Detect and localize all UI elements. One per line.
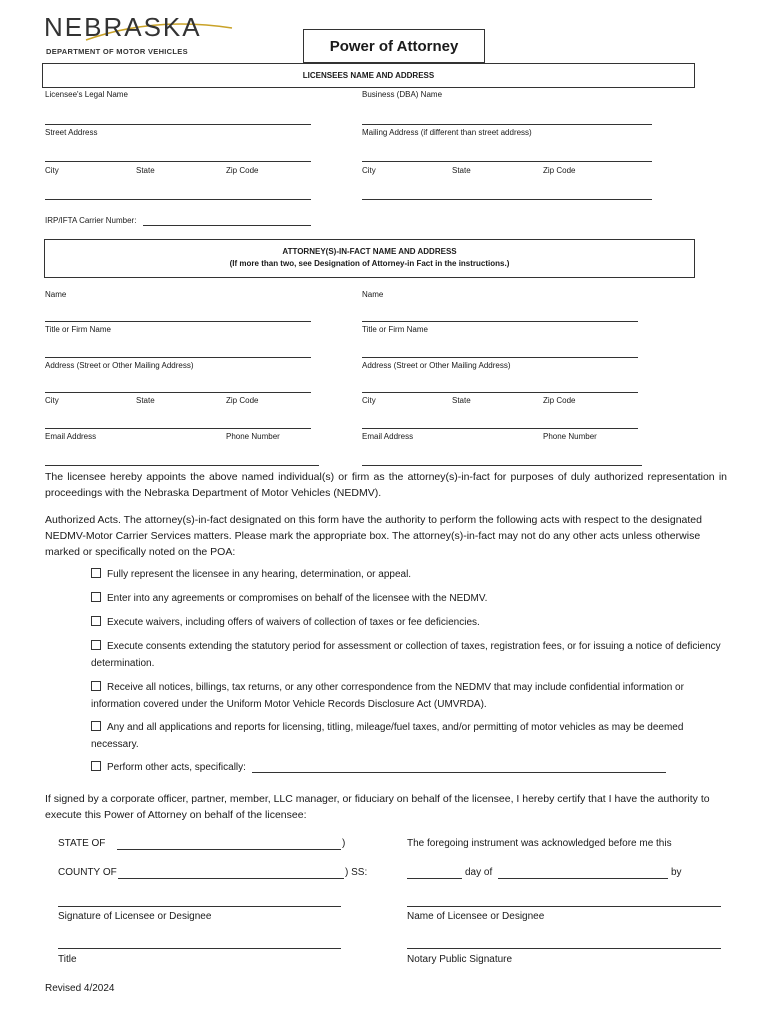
notary-signature-field[interactable] bbox=[407, 948, 721, 949]
state-of-label: STATE OF bbox=[58, 838, 106, 849]
option-agreements bbox=[91, 590, 721, 607]
attorney1-state-label: State bbox=[136, 396, 155, 405]
attorney1-name-field[interactable] bbox=[45, 321, 311, 322]
attorney2-name-field[interactable] bbox=[362, 321, 638, 322]
option-applications bbox=[91, 719, 721, 753]
carrier-number-label: IRP/IFTA Carrier Number: bbox=[45, 216, 137, 225]
option-waivers bbox=[91, 614, 721, 631]
mail-state-label: State bbox=[452, 166, 471, 175]
logo-subtitle: DEPARTMENT OF MOTOR VEHICLES bbox=[46, 47, 188, 56]
mail-zip-label: Zip Code bbox=[543, 166, 576, 175]
licensee-section-header bbox=[42, 63, 695, 88]
county-of-label: COUNTY OF bbox=[58, 867, 117, 878]
attorney2-city-label: City bbox=[362, 396, 376, 405]
street-label: Street Address bbox=[45, 128, 98, 137]
day-field[interactable] bbox=[407, 878, 462, 879]
option-consents bbox=[91, 638, 721, 672]
title-field[interactable] bbox=[58, 948, 341, 949]
option-other-acts bbox=[91, 759, 251, 776]
option-label: Any and all applications and reports for licensing, titling, mileage/fuel taxes, and/or permitting of motor vehicles as may be deemed necessary. bbox=[91, 722, 684, 750]
attorney1-title-label: Title or Firm Name bbox=[45, 325, 111, 334]
attorney2-address-field[interactable] bbox=[362, 392, 638, 393]
by-label: by bbox=[671, 867, 682, 878]
certify-paragraph: If signed by a corporate officer, partner, member, LLC manager, or fiduciary on behalf of the licensee, I hereby certify that I have the authority to execute this Power of Attorney on behalf of the licensee: bbox=[45, 793, 710, 821]
option-checkbox[interactable] bbox=[91, 592, 101, 602]
attorney2-city-field[interactable] bbox=[362, 428, 638, 429]
option-checkbox[interactable] bbox=[91, 616, 101, 626]
attorney1-email-label: Email Address bbox=[45, 432, 97, 441]
street-field[interactable] bbox=[45, 161, 311, 162]
licensee-section-title: LICENSEES NAME AND ADDRESS bbox=[302, 71, 435, 80]
attorney1-address-field[interactable] bbox=[45, 392, 311, 393]
logo-wordmark: NEBRASKA bbox=[44, 12, 202, 42]
attorney2-email-phone-field[interactable] bbox=[362, 465, 642, 466]
legal-name-label: Licensee's Legal Name bbox=[45, 90, 128, 99]
dba-name-field[interactable] bbox=[362, 124, 652, 125]
attorney1-email-phone-field[interactable] bbox=[45, 465, 319, 466]
zip-label: Zip Code bbox=[226, 166, 259, 175]
option-notices bbox=[91, 679, 721, 713]
attorney1-zip-label: Zip Code bbox=[226, 396, 259, 405]
option-checkbox[interactable] bbox=[91, 640, 101, 650]
attorney1-phone-label: Phone Number bbox=[226, 432, 280, 441]
attorney2-address-label: Address (Street or Other Mailing Address) bbox=[362, 361, 511, 370]
attorney2-title-field[interactable] bbox=[362, 357, 638, 358]
option-label: Execute waivers, including offers of waivers of collection of taxes or fee deficiencies. bbox=[107, 617, 480, 628]
option-checkbox[interactable] bbox=[91, 681, 101, 691]
dba-name-label: Business (DBA) Name bbox=[362, 90, 443, 99]
logo bbox=[44, 12, 204, 58]
attorney2-email-label: Email Address bbox=[362, 432, 414, 441]
option-fully-represent bbox=[91, 566, 721, 583]
signature-field[interactable] bbox=[58, 906, 341, 907]
attorney1-title-field[interactable] bbox=[45, 357, 311, 358]
attorney-section-header bbox=[44, 239, 695, 278]
authorized-acts-paragraph: Authorized Acts. The attorney(s)-in-fact designated on this form have the authority to perform the following acts with respect to the designated NEDMV-Motor Carrier Services matters. Please mark the appropriate box. The attorney(s)-in-fact may not do any other acts unless otherwise marked or specifically noted on the POA: bbox=[45, 514, 702, 558]
attorney1-city-label: City bbox=[45, 396, 59, 405]
option-label: Receive all notices, billings, tax returns, or any other correspondence from the NEDMV that may include confidential information or information covered under the Uniform Motor Vehicle Records Disclosure Act (UMVRDA). bbox=[91, 682, 684, 710]
attorney1-name-label: Name bbox=[45, 290, 67, 299]
attorney1-city-field[interactable] bbox=[45, 428, 311, 429]
state-label: State bbox=[136, 166, 155, 175]
attorney2-title-label: Title or Firm Name bbox=[362, 325, 428, 334]
city-state-zip-field[interactable] bbox=[45, 199, 311, 200]
option-label: Enter into any agreements or compromises on behalf of the licensee with the NEDMV. bbox=[107, 593, 488, 604]
city-label: City bbox=[45, 166, 59, 175]
title-box bbox=[303, 29, 485, 63]
mail-city-state-zip-field[interactable] bbox=[362, 199, 652, 200]
appoint-paragraph: The licensee hereby appoints the above named individual(s) or firm as the attorney(s)-in-fact for purposes of duly authorized representation in proceedings with the Nebraska Department of Motor Vehicles (NEDMV). bbox=[45, 471, 727, 499]
attorney-section-title: ATTORNEY(S)-IN-FACT NAME AND ADDRESS bbox=[282, 247, 457, 256]
option-checkbox[interactable] bbox=[91, 761, 101, 771]
state-of-paren: ) bbox=[342, 838, 346, 849]
attorney2-state-label: State bbox=[452, 396, 471, 405]
month-year-field[interactable] bbox=[498, 878, 668, 879]
attorney2-zip-label: Zip Code bbox=[543, 396, 576, 405]
mailing-field[interactable] bbox=[362, 161, 652, 162]
attorney-section-subtitle: (If more than two, see Designation of Attorney-in Fact in the instructions.) bbox=[229, 259, 510, 268]
option-label: Perform other acts, specifically: bbox=[107, 762, 246, 773]
day-of-label: day of bbox=[465, 867, 493, 878]
option-checkbox[interactable] bbox=[91, 568, 101, 578]
attorney1-address-label: Address (Street or Other Mailing Address) bbox=[45, 361, 194, 370]
name-licensee-label: Name of Licensee or Designee bbox=[407, 911, 545, 922]
attorney2-name-label: Name bbox=[362, 290, 384, 299]
title-label: Title bbox=[58, 954, 77, 965]
mail-city-label: City bbox=[362, 166, 376, 175]
option-label: Execute consents extending the statutory period for assessment or collection of taxes, registration fees, or for issuing a notice of deficiency determination. bbox=[91, 641, 721, 669]
page-title: Power of Attorney bbox=[329, 38, 459, 55]
county-ss-label: ) SS: bbox=[345, 867, 368, 878]
signature-label: Signature of Licensee or Designee bbox=[58, 911, 212, 922]
attorney2-phone-label: Phone Number bbox=[543, 432, 597, 441]
option-checkbox[interactable] bbox=[91, 721, 101, 731]
acknowledged-text: The foregoing instrument was acknowledged before me this bbox=[407, 838, 672, 849]
option-label: Fully represent the licensee in any hearing, determination, or appeal. bbox=[107, 569, 412, 580]
revised-date: Revised 4/2024 bbox=[45, 983, 115, 994]
state-of-field[interactable] bbox=[117, 849, 341, 850]
notary-signature-label: Notary Public Signature bbox=[407, 954, 513, 965]
carrier-number-field[interactable] bbox=[143, 225, 311, 226]
county-of-field[interactable] bbox=[118, 878, 344, 879]
mailing-label: Mailing Address (if different than street address) bbox=[362, 128, 532, 137]
legal-name-field[interactable] bbox=[45, 124, 311, 125]
other-acts-field[interactable] bbox=[252, 772, 666, 773]
name-licensee-field[interactable] bbox=[407, 906, 721, 907]
